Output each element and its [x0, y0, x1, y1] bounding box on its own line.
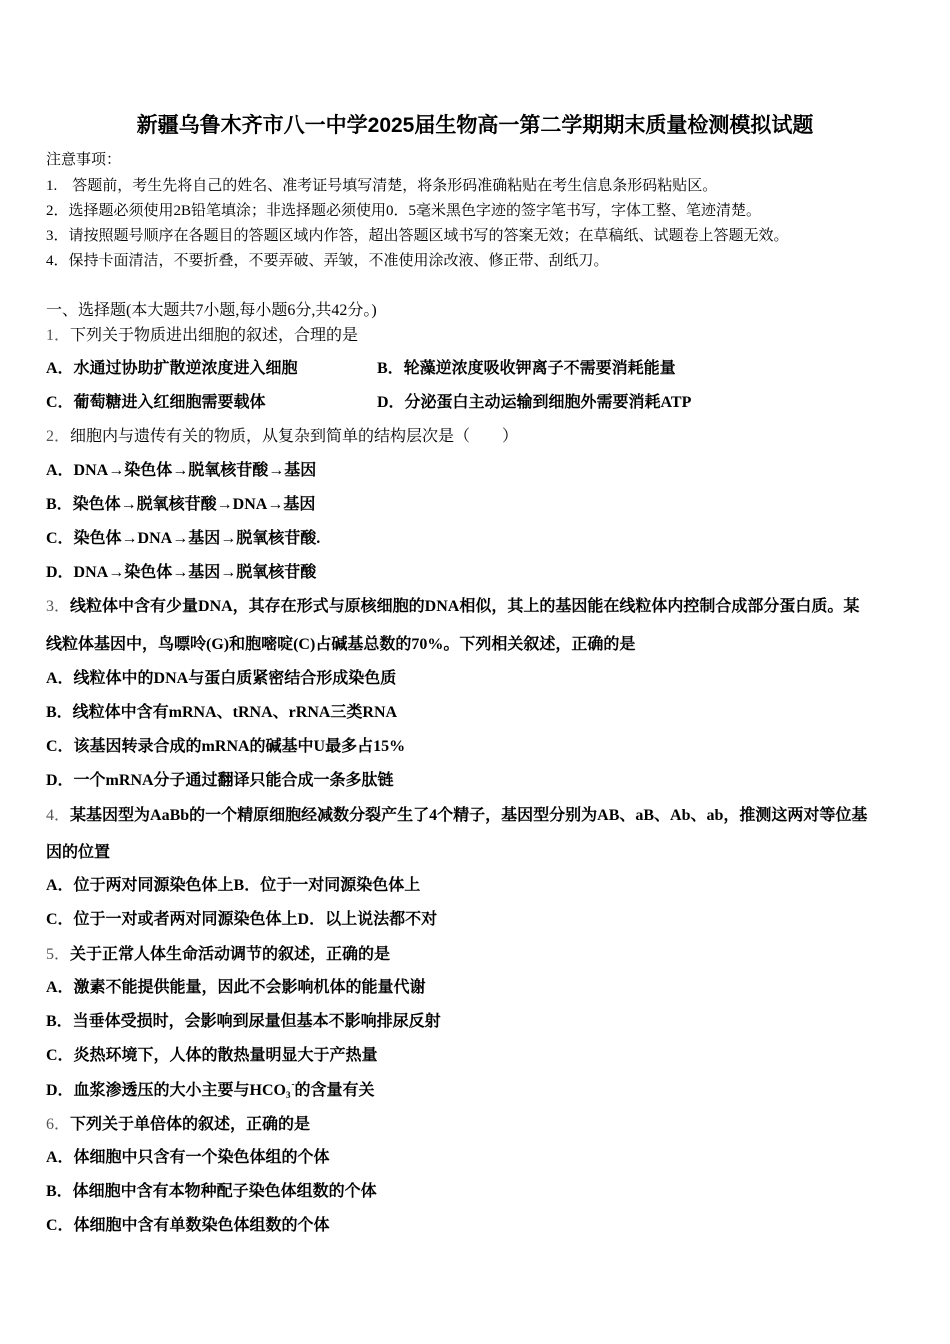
formula-subscript: 3: [286, 1090, 291, 1100]
question-3-stem-continued: 线粒体基因中，鸟嘌呤(G)和胞嘧啶(C)占碱基总数的70%。下列相关叙述，正确的是: [46, 636, 636, 653]
question-5-stem: [46, 945, 390, 965]
option-text: D．血浆渗透压的大小主要与HCO: [46, 1082, 287, 1099]
note-item: 3．请按照题号顺序在各题目的答题区域内作答，超出答题区域书写的答案无效；在草稿纸、试题卷上答题无效。: [46, 228, 789, 244]
note-item: 2．选择题必须使用2B铅笔填涂；非选择题必须使用0．5毫米黑色字迹的签字笔书写，字体工整、笔迹清楚。: [46, 203, 762, 219]
question-6-option-b: B．体细胞中含有本物种配子染色体组数的个体: [46, 1183, 377, 1200]
question-5-option-d: [46, 1080, 375, 1101]
formula-superscript: -: [291, 1079, 295, 1089]
question-text: 线粒体中含有少量DNA，其存在形式与原核细胞的DNA相似，其上的基因能在线粒体内控制合成部分蛋白质。某: [70, 598, 860, 615]
question-text: 关于正常人体生命活动调节的叙述，正确的是: [70, 946, 391, 963]
question-number: 2．: [46, 428, 71, 445]
question-text: 细胞内与遗传有关的物质，从复杂到简单的结构层次是（ ）: [70, 428, 519, 445]
note-item: 4．保持卡面清洁，不要折叠，不要弄破、弄皱，不准使用涂改液、修正带、刮纸刀。: [46, 253, 609, 269]
option-text-end: 的含量有关: [294, 1082, 375, 1099]
question-6-option-c: C．体细胞中含有单数染色体组数的个体: [46, 1217, 330, 1234]
question-1-option-a: A．水通过协助扩散逆浓度进入细胞: [46, 360, 298, 377]
page-title: 新疆乌鲁木齐市八一中学2025届生物高一第二学期期末质量检测模拟试题: [136, 114, 814, 137]
question-3-option-b: B．线粒体中含有mRNA、tRNA、rRNA三类RNA: [46, 704, 398, 721]
question-2-option-c: C．染色体→DNA→基因→脱氧核苷酸.: [46, 530, 321, 547]
question-4-stem-continued: 因的位置: [46, 844, 111, 861]
question-3-option-c: C．该基因转录合成的mRNA的碱基中U最多占15%: [46, 738, 406, 755]
question-4-options-cd: C．位于一对或者两对同源染色体上D．以上说法都不对: [46, 911, 438, 928]
question-number: 3．: [46, 598, 71, 615]
question-text: 某基因型为AaBb的一个精原细胞经减数分裂产生了4个精子，基因型分别为AB、aB、Ab、ab，推测这两对等位基: [70, 807, 868, 824]
question-number: 1．: [46, 327, 71, 344]
question-6-stem: [46, 1115, 310, 1135]
question-2-option-b: B．染色体→脱氧核苷酸→DNA→基因: [46, 496, 316, 513]
question-6-option-a: A．体细胞中只含有一个染色体组的个体: [46, 1149, 330, 1166]
question-1-option-d: D．分泌蛋白主动运输到细胞外需要消耗ATP: [377, 394, 692, 411]
question-4-stem: [46, 806, 867, 826]
question-number: 5．: [46, 946, 71, 963]
question-5-option-b: B．当垂体受损时，会影响到尿量但基本不影响排尿反射: [46, 1013, 441, 1030]
note-item: 1. 答题前，考生先将自己的姓名、准考证号填写清楚，将条形码准确粘贴在考生信息条形码粘贴区。: [46, 178, 718, 194]
section-heading: 一、选择题(本大题共7小题,每小题6分,共42分。): [46, 302, 377, 319]
notes-heading: 注意事项：: [46, 152, 122, 168]
question-1-stem: [46, 326, 358, 346]
question-2-option-d: D．DNA→染色体→基因→脱氧核苷酸: [46, 564, 317, 581]
question-number: 4．: [46, 807, 71, 824]
question-text: 下列关于物质进出细胞的叙述，合理的是: [70, 327, 359, 344]
question-3-stem: [46, 597, 859, 617]
question-3-option-a: A．线粒体中的DNA与蛋白质紧密结合形成染色质: [46, 670, 397, 687]
question-number: 6．: [46, 1116, 71, 1133]
question-1-option-b: B．轮藻逆浓度吸收钾离子不需要消耗能量: [377, 360, 676, 377]
question-5-option-c: C．炎热环境下，人体的散热量明显大于产热量: [46, 1047, 378, 1064]
question-3-option-d: D．一个mRNA分子通过翻译只能合成一条多肽链: [46, 772, 394, 789]
question-text: 下列关于单倍体的叙述，正确的是: [70, 1116, 311, 1133]
question-1-option-c: C．葡萄糖进入红细胞需要载体: [46, 394, 266, 411]
question-2-option-a: A．DNA→染色体→脱氧核苷酸→基因: [46, 462, 317, 479]
question-2-stem: [46, 427, 518, 447]
question-5-option-a: A．激素不能提供能量，因此不会影响机体的能量代谢: [46, 979, 426, 996]
question-4-options-ab: A．位于两对同源染色体上B．位于一对同源染色体上: [46, 877, 421, 894]
